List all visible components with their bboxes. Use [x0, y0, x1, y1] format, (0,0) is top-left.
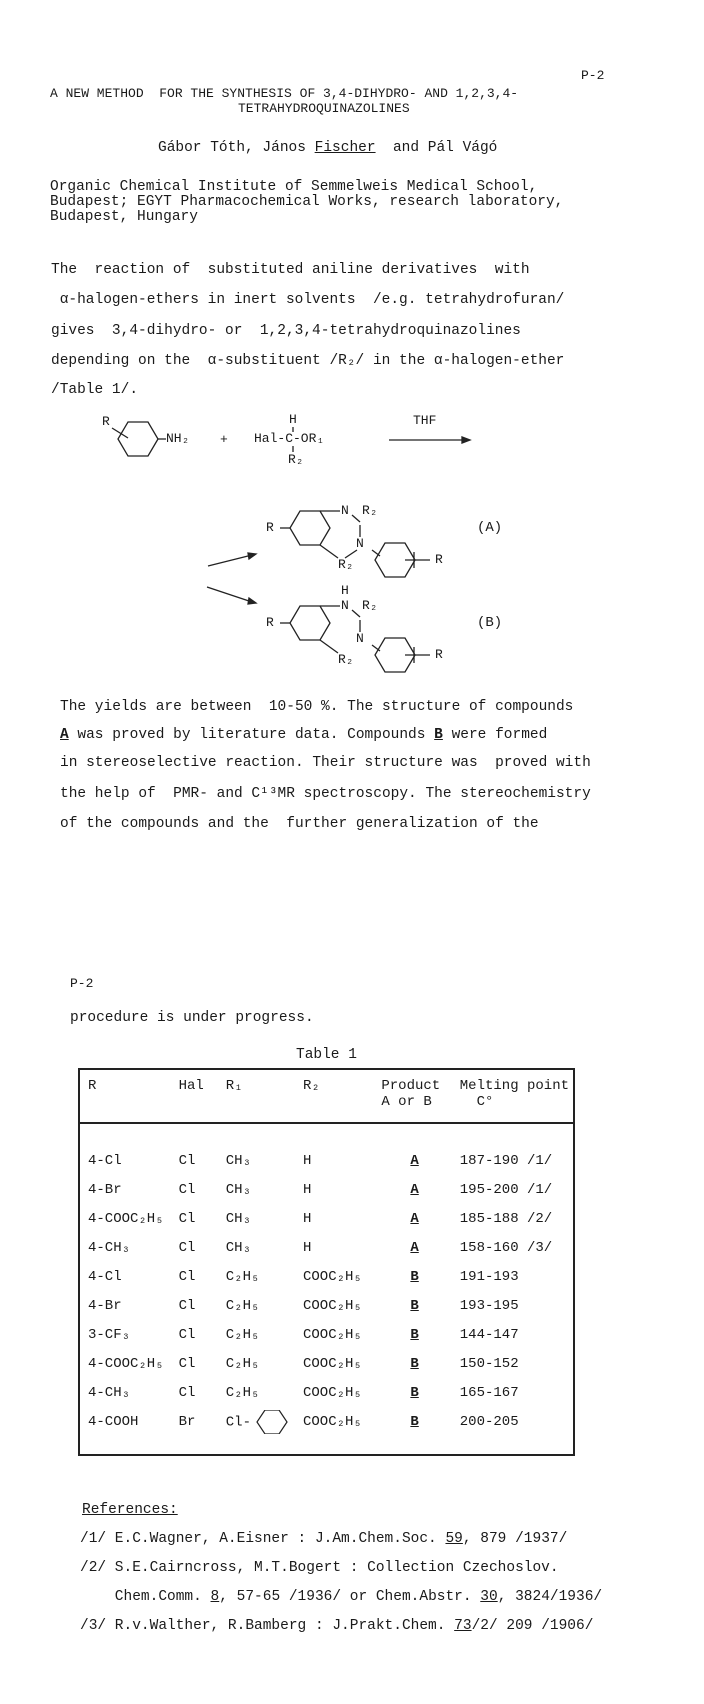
- table-header-row: [79, 1069, 574, 1123]
- cell-hal: Cl: [178, 1210, 196, 1227]
- cell-product: B: [410, 1413, 419, 1430]
- cell-hal: Cl: [178, 1181, 196, 1198]
- cell-product: B: [410, 1384, 419, 1401]
- plus-sign: +: [220, 432, 228, 447]
- volume: 8: [210, 1589, 220, 1605]
- cell-r: 4-CH₃: [88, 1239, 131, 1256]
- amine-label: NH₂: [166, 431, 190, 446]
- text-segment: were formed: [442, 727, 548, 743]
- paragraph-line: procedure is under progress.: [70, 1010, 314, 1026]
- r-label: R: [435, 647, 443, 662]
- compound-a-ref: A: [60, 727, 69, 743]
- references-heading-text: References:: [82, 1502, 178, 1518]
- data-table: [78, 1068, 575, 1456]
- r2-label: R₂: [338, 652, 354, 667]
- paragraph-line: [60, 727, 547, 743]
- table-row: [79, 1262, 574, 1291]
- product-b-structure: [280, 606, 430, 672]
- affiliation-line: Organic Chemical Institute of Semmelweis Medical School,: [50, 179, 538, 195]
- table-row: [79, 1233, 574, 1262]
- page-marker: P-2: [70, 976, 94, 991]
- cell-r2: H: [303, 1152, 312, 1169]
- reference-item: [80, 1560, 559, 1576]
- cell-product: B: [410, 1268, 419, 1285]
- paragraph-line: of the compounds and the further generalization of the: [60, 816, 539, 832]
- phenyl-ring-icon: [251, 1410, 291, 1434]
- cell-r1: CH₃: [225, 1210, 251, 1227]
- cell-r1: C₂H₅: [225, 1384, 260, 1401]
- cell-product: B: [410, 1297, 419, 1314]
- r-label: R: [435, 552, 443, 567]
- header-melting-point: Melting point C°: [452, 1069, 574, 1123]
- paragraph-line: α-halogen-ethers in inert solvents /e.g. tetrahydrofuran/: [51, 292, 565, 308]
- arrow-to-B: [207, 587, 252, 602]
- cell-r: 4-COOH: [88, 1413, 139, 1430]
- table-row: [79, 1175, 574, 1204]
- cell-r2: COOC₂H₅: [303, 1268, 362, 1285]
- cell-r1: C₂H₅: [225, 1297, 260, 1314]
- cell-melting-point: 165-167: [459, 1384, 519, 1401]
- cell-hal: Cl: [178, 1152, 196, 1169]
- cell-product: B: [410, 1326, 419, 1343]
- cell-melting-point: 144-147: [459, 1326, 519, 1343]
- cell-melting-point: 150-152: [459, 1355, 519, 1372]
- volume: 30: [480, 1589, 498, 1605]
- cell-r1: CH₃: [225, 1181, 251, 1198]
- header-r1: R₁: [218, 1069, 295, 1123]
- text-segment: was proved by literature data. Compounds: [68, 727, 435, 743]
- cell-melting-point: 191-193: [459, 1268, 519, 1285]
- table-row: [79, 1378, 574, 1407]
- reference-item: [80, 1531, 567, 1547]
- cell-r2: H: [303, 1239, 312, 1256]
- cell-melting-point: 195-200 /1/: [459, 1181, 553, 1198]
- text-segment: , 57-65 /1936/ or Chem.Abstr.: [219, 1589, 481, 1605]
- text-segment: /3/ R.v.Walther, R.Bamberg : J.Prakt.Chem.: [80, 1618, 455, 1634]
- reference-item: [80, 1618, 593, 1634]
- r-label: R: [266, 615, 274, 630]
- table-row: [79, 1291, 574, 1320]
- cell-hal: Cl: [178, 1239, 196, 1256]
- cell-r1: C₂H₅: [225, 1268, 260, 1285]
- n-label: N: [356, 536, 364, 551]
- cell-r: 4-Cl: [88, 1152, 122, 1169]
- cell-hal: Br: [178, 1413, 196, 1430]
- cell-product: A: [410, 1210, 419, 1227]
- aniline-ring: [118, 422, 158, 456]
- table-row: [79, 1204, 574, 1233]
- cell-r2: H: [303, 1210, 312, 1227]
- r-label: R: [266, 520, 274, 535]
- compound-b-ref: B: [434, 727, 443, 743]
- cell-melting-point: 185-188 /2/: [459, 1210, 553, 1227]
- r2-label: R₂: [362, 503, 378, 518]
- header-r2: R₂: [295, 1069, 373, 1123]
- cell-r2: H: [303, 1181, 312, 1198]
- cell-r: 4-CH₃: [88, 1384, 131, 1401]
- cell-r: 4-Cl: [88, 1268, 122, 1285]
- cell-hal: Cl: [178, 1326, 196, 1343]
- cell-hal: Cl: [178, 1384, 196, 1401]
- author-text: Gábor Tóth, János: [158, 140, 315, 156]
- cell-product: A: [410, 1181, 419, 1198]
- text-segment: , 879 /1937/: [462, 1531, 568, 1547]
- text-segment: Chem.Comm.: [80, 1589, 211, 1605]
- text-segment: /1/ E.C.Wagner, A.Eisner : J.Am.Chem.Soc.: [80, 1531, 446, 1547]
- paragraph-line: /Table 1/.: [51, 382, 139, 398]
- solvent-label: THF: [413, 413, 437, 428]
- r2-label: R₂: [338, 557, 354, 572]
- cell-hal: Cl: [178, 1268, 196, 1285]
- cell-melting-point: 187-190 /1/: [459, 1152, 553, 1169]
- paragraph-line: in stereoselective reaction. Their structure was proved with: [60, 755, 591, 771]
- n-label: N: [341, 598, 349, 613]
- header-r: R: [79, 1069, 171, 1123]
- header-product: Product A or B: [373, 1069, 451, 1123]
- author-presenting: Fischer: [314, 140, 376, 156]
- paragraph-line: The reaction of substituted aniline derivatives with: [51, 262, 530, 278]
- cell-melting-point: 193-195: [459, 1297, 519, 1314]
- cell-r2: COOC₂H₅: [303, 1297, 362, 1314]
- arrow-to-A: [208, 555, 252, 566]
- volume: 73: [454, 1618, 472, 1634]
- r2-label: R₂: [288, 452, 304, 467]
- table-caption: Table 1: [296, 1047, 357, 1063]
- references-heading: [82, 1502, 178, 1518]
- cell-product: A: [410, 1152, 419, 1169]
- text-segment: /2/ S.E.Cairncross, M.T.Bogert : Collection Czechoslov.: [80, 1560, 559, 1576]
- cell-r: 3-CF₃: [88, 1326, 131, 1343]
- paragraph-line: gives 3,4-dihydro- or 1,2,3,4-tetrahydroquinazolines: [51, 323, 521, 339]
- r2-label: R₂: [362, 598, 378, 613]
- author-text: and Pál Vágó: [375, 140, 498, 156]
- volume: 59: [445, 1531, 463, 1547]
- cell-melting-point: 158-160 /3/: [459, 1239, 553, 1256]
- hydrogen-label: H: [289, 412, 297, 427]
- reference-item-continued: [80, 1589, 602, 1605]
- table-row: [79, 1349, 574, 1378]
- cell-r1: C₂H₅: [225, 1355, 260, 1372]
- n-label: N: [341, 503, 349, 518]
- hydrogen-label: H: [341, 583, 349, 598]
- text-segment: , 3824/1936/: [497, 1589, 603, 1605]
- n-label: N: [356, 631, 364, 646]
- cell-r2: COOC₂H₅: [303, 1384, 362, 1401]
- cell-melting-point: 200-205: [459, 1413, 519, 1430]
- cell-r2: COOC₂H₅: [303, 1355, 362, 1372]
- paragraph-line: The yields are between 10-50 %. The structure of compounds: [60, 699, 574, 715]
- cell-r1: CH₃: [225, 1239, 251, 1256]
- cell-r: 4-Br: [88, 1297, 122, 1314]
- cell-product: A: [410, 1239, 419, 1256]
- cell-r: 4-Br: [88, 1181, 122, 1198]
- cell-r1: C₂H₅: [225, 1326, 260, 1343]
- table-row: [79, 1407, 574, 1455]
- affiliation-line: Budapest, Hungary: [50, 209, 198, 225]
- table-row: [79, 1320, 574, 1349]
- cell-product: B: [410, 1355, 419, 1372]
- cell-r1: CH₃: [225, 1152, 251, 1169]
- substituent-label: R: [102, 414, 110, 429]
- reaction-scheme: [0, 0, 704, 704]
- cell-r2: COOC₂H₅: [303, 1326, 362, 1343]
- cell-hal: Cl: [178, 1355, 196, 1372]
- cell-hal: Cl: [178, 1297, 196, 1314]
- affiliation-line: Budapest; EGYT Pharmacochemical Works, research laboratory,: [50, 194, 564, 210]
- cell-r1: Cl-: [218, 1407, 295, 1455]
- product-a-structure: [280, 511, 430, 577]
- paragraph-line: the help of PMR- and C¹³MR spectroscopy. The stereochemistry: [60, 786, 591, 802]
- product-b-label: (B): [477, 615, 503, 631]
- title-line-2: TETRAHYDROQUINAZOLINES: [238, 101, 410, 116]
- table-row: [79, 1123, 574, 1175]
- header-hal: Hal: [171, 1069, 218, 1123]
- title-line-1: A NEW METHOD FOR THE SYNTHESIS OF 3,4-DIHYDRO- AND 1,2,3,4-: [50, 86, 519, 101]
- paragraph-line: depending on the α-substituent /R₂/ in the α-halogen-ether: [51, 353, 565, 369]
- text-segment: /2/ 209 /1906/: [471, 1618, 594, 1634]
- product-a-label: (A): [477, 520, 503, 536]
- page-marker: P-2: [581, 68, 605, 83]
- cell-r: 4-COOC₂H₅: [88, 1210, 164, 1227]
- cell-r: 4-COOC₂H₅: [88, 1355, 164, 1372]
- cell-r2: COOC₂H₅: [303, 1413, 362, 1430]
- halogen-ether-label: Hal-C-OR₁: [254, 431, 325, 446]
